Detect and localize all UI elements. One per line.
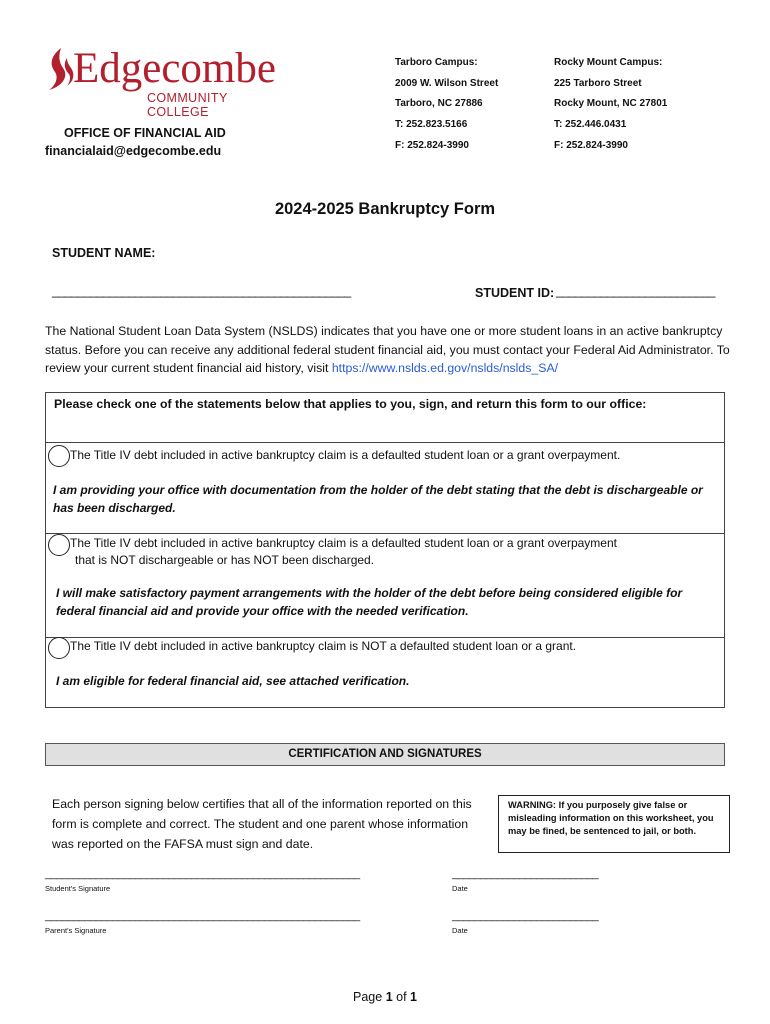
rocky-mount-campus-title: Rocky Mount Campus: <box>554 57 663 68</box>
option-2-note: I will make satisfactory payment arrangements with the holder of the debt before being considered eligible for federal financial aid and provide your office with the needed verification. <box>56 586 683 618</box>
options-box <box>45 392 725 708</box>
option-2-statement-line2: that is NOT dischargeable or has NOT been discharged. <box>75 553 375 567</box>
tarboro-city: Tarboro, NC 27886 <box>395 98 483 109</box>
form-title: 2024-2025 Bankruptcy Form <box>274 200 496 218</box>
college-logo <box>43 44 283 119</box>
tarboro-phone: T: 252.823.5166 <box>395 119 468 130</box>
options-heading: Please check one of the statements below that applies to you, sign, and return this form to our office: <box>54 397 647 411</box>
rocky-mount-city: Rocky Mount, NC 27801 <box>554 98 668 109</box>
parent-date-line[interactable]: __________________________ <box>452 910 599 922</box>
parent-signature-line[interactable]: ________________________________________________________ <box>45 910 360 922</box>
divider <box>46 442 724 443</box>
rocky-mount-phone: T: 252.446.0431 <box>554 119 627 130</box>
total-pages: 1 <box>410 990 417 1004</box>
student-date-line[interactable]: __________________________ <box>452 868 599 880</box>
option-3-statement: The Title IV debt included in active bankruptcy claim is NOT a defaulted student loan or a grant. <box>70 639 577 653</box>
option-1-statement: The Title IV debt included in active bankruptcy claim is a defaulted student loan or a grant overpayment. <box>70 448 621 462</box>
parent-signature-caption: Parent's Signature <box>45 926 107 935</box>
tarboro-campus-title: Tarboro Campus: <box>395 57 478 68</box>
option-3-radio[interactable] <box>48 637 70 659</box>
student-name-field[interactable]: _______________________________________________ <box>52 284 351 298</box>
parent-date-caption: Date <box>452 926 468 935</box>
option-1-note: I am providing your office with documentation from the holder of the debt stating that the debt is dischargeable or has been discharged. <box>53 483 703 515</box>
student-signature-caption: Student's Signature <box>45 884 111 893</box>
student-name-label: STUDENT NAME: <box>52 246 156 260</box>
flame-icon <box>43 46 75 92</box>
student-signature-line[interactable]: ________________________________________________________ <box>45 868 360 880</box>
nslds-link[interactable]: https://www.nslds.ed.gov/nslds/nslds_SA/ <box>331 361 559 375</box>
certification-header: CERTIFICATION AND SIGNATURES <box>45 743 725 766</box>
page-prefix: Page <box>353 990 386 1004</box>
student-date-caption: Date <box>452 884 468 893</box>
logo-wordmark: Edgecombe <box>73 45 276 92</box>
tarboro-fax: F: 252.824-3990 <box>395 140 469 151</box>
page-number <box>0 990 770 1004</box>
current-page: 1 <box>385 990 393 1004</box>
intro-paragraph <box>45 322 735 378</box>
option-2-statement-line1: The Title IV debt included in active bankruptcy claim is a defaulted student loan or a grant overpayment <box>70 536 617 550</box>
certification-text: Each person signing below certifies that all of the information reported on this form is complete and correct. The student and one parent whose information was reported on the FAFSA must sign and date. <box>52 797 472 851</box>
intro-text: The National Student Loan Data System (NSLDS) indicates that you have one or more student loans in an active bankruptcy status. Before you can receive any additional federal student financial aid, you must contact your Federal Aid Administrator. To review your current student financial aid history, visit <box>45 324 730 375</box>
page-of: of <box>392 990 411 1004</box>
office-name: OFFICE OF FINANCIAL AID <box>64 126 226 140</box>
rocky-mount-fax: F: 252.824-3990 <box>554 140 628 151</box>
warning-box: WARNING: If you purposely give false or misleading information on this worksheet, you may be fined, be sentenced to jail, or both. <box>498 795 730 853</box>
divider <box>46 533 724 534</box>
option-2-radio[interactable] <box>48 534 70 556</box>
tarboro-street: 2009 W. Wilson Street <box>395 78 499 89</box>
student-id-field[interactable]: _________________________ <box>556 284 715 298</box>
office-email: financialaid@edgecombe.edu <box>45 144 222 158</box>
student-id-label: STUDENT ID: <box>475 286 555 300</box>
option-3-note: I am eligible for federal financial aid, see attached verification. <box>56 674 410 688</box>
option-1-radio[interactable] <box>48 445 70 467</box>
rocky-mount-street: 225 Tarboro Street <box>554 78 642 89</box>
logo-subtitle: COMMUNITY COLLEGE <box>147 91 228 119</box>
